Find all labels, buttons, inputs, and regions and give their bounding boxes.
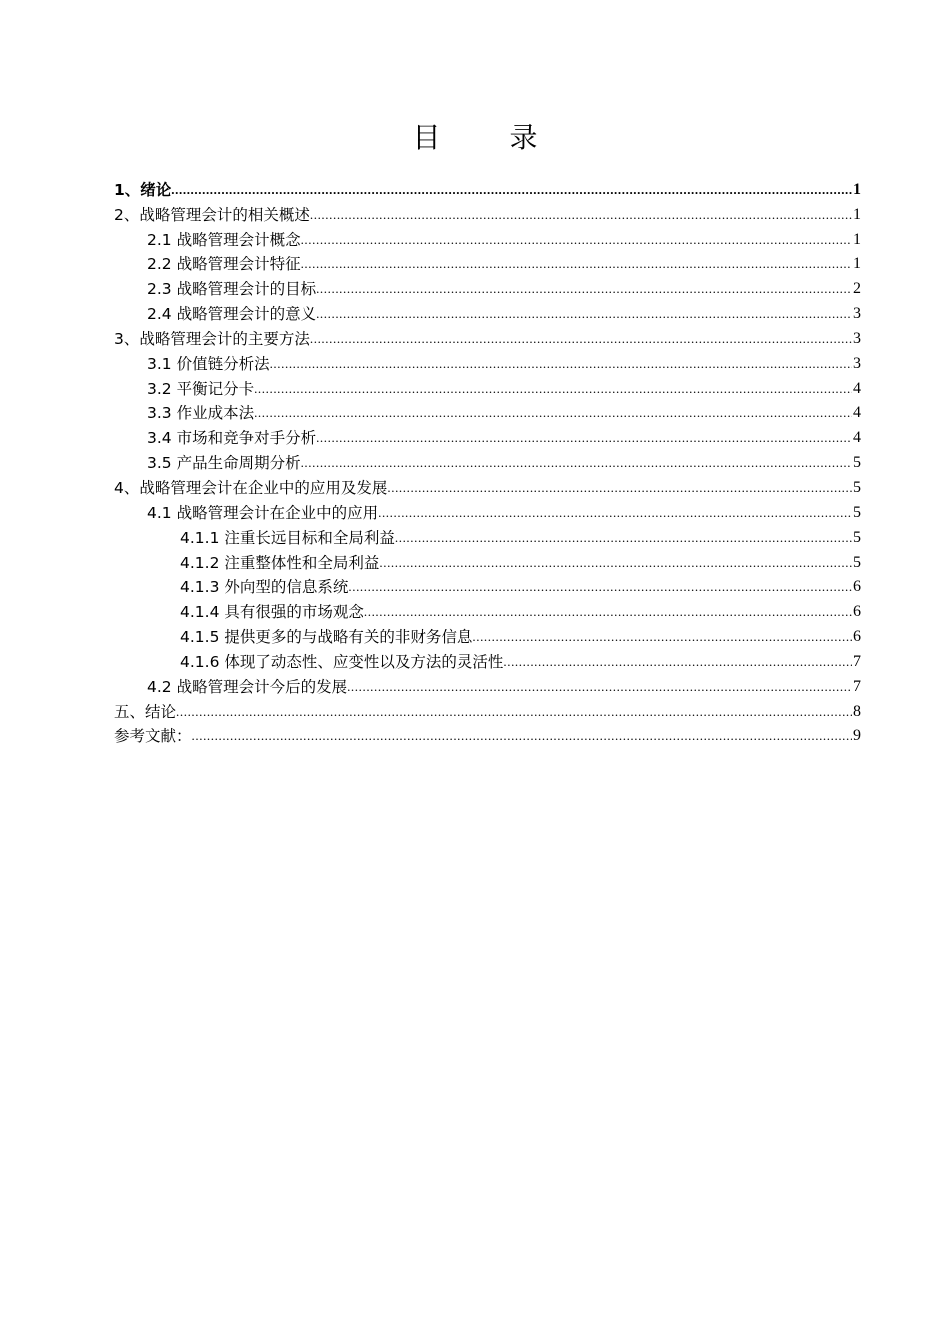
toc-entry-title: 五、结论	[114, 702, 177, 721]
toc-dot-leader	[347, 677, 852, 697]
toc-entry-title: 4.1.2 注重整体性和全局利益	[180, 553, 380, 572]
toc-entry[interactable]	[114, 525, 861, 550]
toc-entry[interactable]	[114, 202, 861, 227]
toc-entry-title: 3、战略管理会计的主要方法	[114, 329, 310, 348]
toc-dot-leader	[316, 304, 852, 324]
toc-entry[interactable]	[114, 575, 861, 600]
toc-entry[interactable]	[114, 475, 861, 500]
toc-entry[interactable]	[114, 724, 861, 749]
toc-entry[interactable]	[114, 550, 861, 575]
toc-entry[interactable]	[114, 674, 861, 699]
toc-page-number: 8	[853, 702, 861, 720]
toc-entry[interactable]	[114, 351, 861, 376]
toc-entry-title: 4.1.6 体现了动态性、应变性以及方法的灵活性	[180, 652, 504, 671]
toc-page-number: 3	[853, 329, 861, 347]
toc-page-number: 3	[853, 305, 861, 323]
toc-dot-leader	[387, 478, 852, 498]
toc-entry-title: 4、战略管理会计在企业中的应用及发展	[114, 478, 388, 497]
toc-entry[interactable]	[114, 401, 861, 426]
toc-page-number: 1	[853, 230, 861, 248]
toc-entry[interactable]	[114, 599, 861, 624]
toc-entry[interactable]	[114, 425, 861, 450]
toc-dot-leader	[171, 180, 852, 200]
toc-page-number: 2	[853, 280, 861, 298]
toc-dot-leader	[348, 577, 852, 597]
page-title: 目 录	[412, 121, 568, 154]
toc-page-number: 9	[853, 727, 861, 745]
toc-entry[interactable]	[114, 500, 861, 525]
toc-page-number: 4	[853, 379, 861, 397]
toc-page-number: 4	[853, 429, 861, 447]
toc-entry[interactable]	[114, 699, 861, 724]
toc-entry[interactable]	[114, 326, 861, 351]
toc-dot-leader	[254, 403, 852, 423]
toc-dot-leader	[316, 279, 852, 299]
toc-dot-leader	[310, 329, 852, 349]
toc-entry-title: 2、战略管理会计的相关概述	[114, 205, 310, 224]
toc-entry-title: 3.1 价值链分析法	[147, 354, 270, 373]
toc-dot-leader	[395, 528, 852, 548]
toc-dot-leader	[503, 652, 852, 672]
toc-entry-title: 4.1.1 注重长远目标和全局利益	[180, 528, 395, 547]
toc-dot-leader	[364, 602, 852, 622]
toc-page-number: 5	[853, 528, 861, 546]
toc-page-number: 1	[853, 205, 861, 223]
toc-entry-title: 3.5 产品生命周期分析	[147, 454, 301, 473]
toc-page-number: 6	[853, 628, 861, 646]
toc-entry[interactable]	[114, 301, 861, 326]
toc-page-number: 7	[853, 677, 861, 695]
toc-dot-leader	[310, 205, 852, 225]
toc-page-number: 5	[853, 478, 861, 496]
toc-entry-title: 4.1.3 外向型的信息系统	[180, 578, 349, 597]
toc-page-number: 3	[853, 354, 861, 372]
toc-entry-title: 4.1 战略管理会计在企业中的应用	[147, 503, 379, 522]
table-of-contents	[114, 177, 861, 748]
toc-entry[interactable]	[114, 227, 861, 252]
toc-entry-title: 3.3 作业成本法	[147, 404, 255, 423]
toc-entry[interactable]	[114, 252, 861, 277]
toc-entry[interactable]	[114, 624, 861, 649]
toc-entry-title: 4.2 战略管理会计今后的发展	[147, 677, 348, 696]
toc-dot-leader	[301, 230, 852, 250]
toc-dot-leader	[192, 726, 852, 746]
toc-dot-leader	[270, 354, 852, 374]
toc-page-number: 4	[853, 404, 861, 422]
toc-dot-leader	[316, 428, 852, 448]
toc-dot-leader	[301, 453, 852, 473]
toc-entry-title: 参考文献：	[114, 727, 192, 746]
toc-entry[interactable]	[114, 276, 861, 301]
toc-dot-leader	[176, 702, 852, 722]
toc-dot-leader	[254, 379, 852, 399]
toc-page-number: 5	[853, 503, 861, 521]
toc-page-number: 6	[853, 603, 861, 621]
toc-entry[interactable]	[114, 649, 861, 674]
toc-dot-leader	[301, 254, 852, 274]
toc-page-number: 1	[853, 255, 861, 273]
toc-entry-title: 2.2 战略管理会计特征	[147, 255, 301, 274]
toc-page-number: 5	[853, 553, 861, 571]
toc-entry-title: 2.3 战略管理会计的目标	[147, 280, 317, 299]
toc-page-number: 1	[853, 180, 861, 198]
toc-entry-title: 2.1 战略管理会计概念	[147, 230, 301, 249]
toc-dot-leader	[378, 503, 852, 523]
toc-entry-title: 2.4 战略管理会计的意义	[147, 305, 317, 324]
toc-entry-title: 3.4 市场和竞争对手分析	[147, 429, 317, 448]
toc-entry-title: 4.1.5 提供更多的与战略有关的非财务信息	[180, 628, 473, 647]
toc-entry-title: 1、绪论	[114, 180, 172, 199]
toc-dot-leader	[472, 627, 852, 647]
toc-entry[interactable]	[114, 450, 861, 475]
toc-entry[interactable]	[114, 376, 861, 401]
toc-entry-title: 3.2 平衡记分卡	[147, 379, 255, 398]
toc-entry[interactable]	[114, 177, 861, 202]
toc-page-number: 7	[853, 652, 861, 670]
toc-dot-leader	[379, 553, 852, 573]
toc-page-number: 6	[853, 578, 861, 596]
toc-entry-title: 4.1.4 具有很强的市场观念	[180, 603, 364, 622]
toc-page-number: 5	[853, 454, 861, 472]
